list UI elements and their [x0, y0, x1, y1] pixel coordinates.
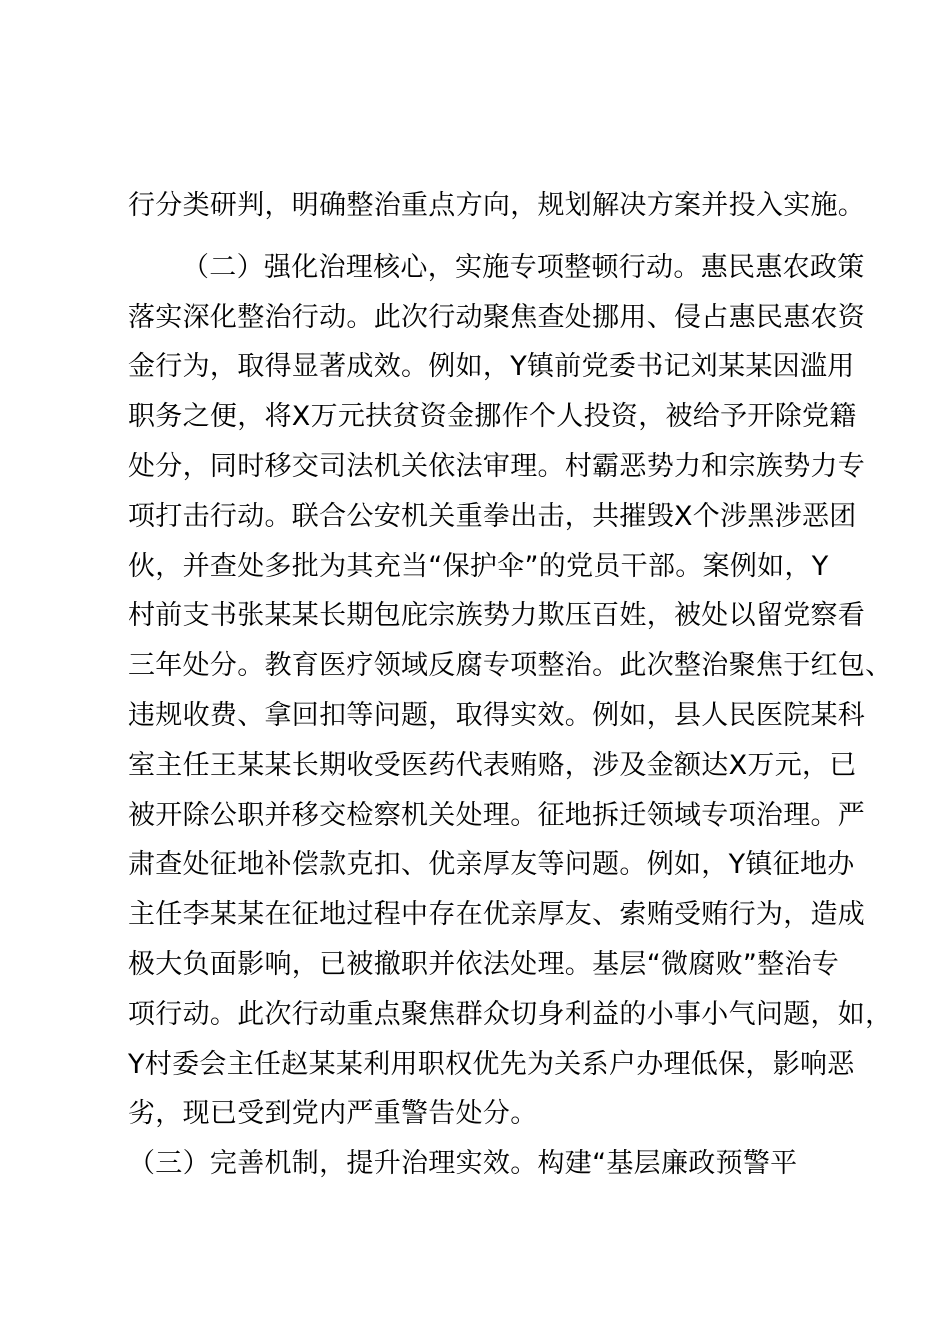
- text-line: 室主任王某某长期收受医药代表贿赂，涉及金额达X万元，已: [128, 749, 857, 781]
- text-line: 被开除公职并移交检察机关处理。征地拆迁领域专项治理。严: [128, 799, 866, 831]
- text-line: 金行为，取得显著成效。例如，Y镇前党委书记刘某某因滥用: [128, 351, 855, 383]
- text-line: 项打击行动。联合公安机关重拳出击，共摧毁X个涉黑涉恶团: [128, 500, 857, 532]
- text-line: 伙，并查处多批为其充当“保护伞”的党员干部。案例如，Y: [128, 550, 829, 582]
- text-line: （三）完善机制，提升治理实效。构建“基层廉政预警平: [128, 1148, 798, 1180]
- text-line: 极大负面影响，已被撤职并依法处理。基层“微腐败”整治专: [128, 948, 840, 980]
- text-line: 行分类研判，明确整治重点方向，规划解决方案并投入实施。: [128, 190, 866, 221]
- text-line: 主任李某某在征地过程中存在优亲厚友、索贿受贿行为，造成: [128, 899, 866, 931]
- section-heading-line: [128, 1201, 828, 1251]
- text-line: 项行动。此次行动重点聚焦群众切身利益的小事小气问题，如，: [128, 998, 893, 1030]
- text-line: 三年处分。教育医疗领域反腐专项整治。此次整治聚焦于红包、: [128, 650, 893, 682]
- text-line: 职务之便，将X万元扶贫资金挪作个人投资，被给予开除党籍: [128, 401, 857, 433]
- text-line: 违规收费、拿回扣等问题，取得实效。例如，县人民医院某科: [128, 699, 866, 731]
- text-line: 劣，现已受到党内严重警告处分。: [128, 1098, 538, 1130]
- text-line: 落实深化整治行动。此次行动聚焦查处挪用、侵占惠民惠农资: [128, 301, 866, 333]
- text-line: 肃查处征地补偿款克扣、优亲厚友等问题。例如，Y镇征地办: [128, 849, 855, 881]
- section-heading-line: （二）强化治理核心，实施专项整顿行动。惠民惠农政策: [182, 251, 865, 283]
- text-line: Y村委会主任赵某某利用职权优先为关系户办理低保，影响恶: [128, 1048, 855, 1080]
- text-line: 村前支书张某某长期包庇宗族势力欺压百姓，被处以留党察看: [128, 600, 866, 632]
- text-line: 处分，同时移交司法机关依法审理。村霸恶势力和宗族势力专: [128, 450, 866, 482]
- body-text: [128, 181, 893, 1251]
